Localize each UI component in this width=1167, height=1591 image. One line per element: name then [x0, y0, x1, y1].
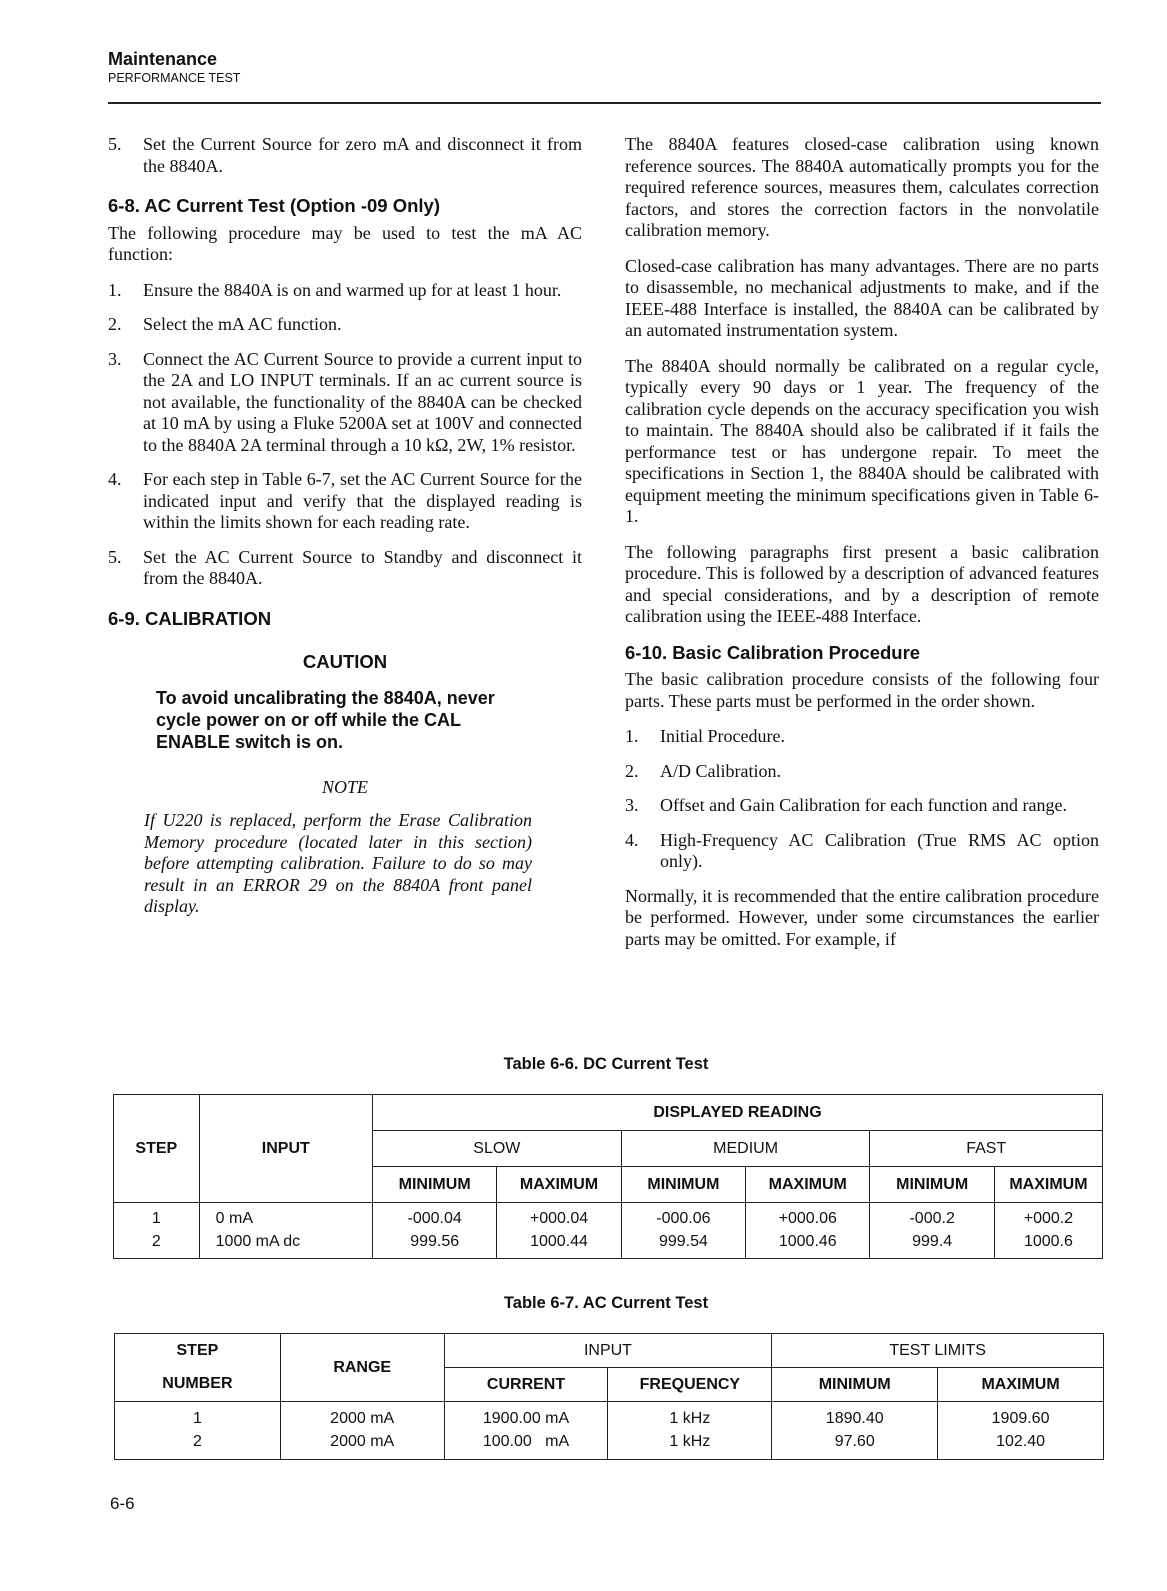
cell-current: 100.00 mA [444, 1431, 608, 1460]
col-header-maximum: MAXIMUM [994, 1167, 1102, 1203]
col-header-fast: FAST [870, 1131, 1103, 1167]
table-6-6-title: Table 6-6. DC Current Test [503, 1055, 709, 1073]
col-header-input: INPUT [199, 1095, 372, 1203]
col-header-number: NUMBER [115, 1368, 281, 1402]
cell-input: 0 mA [199, 1203, 372, 1231]
header-subtitle: PERFORMANCE TEST [108, 71, 241, 85]
cell-value: +000.2 [994, 1203, 1102, 1231]
list-number: 2. [108, 314, 122, 334]
list-text: Select the mA AC function. [143, 314, 342, 334]
col-header-test-limits: TEST LIMITS [772, 1334, 1104, 1368]
list-item [625, 761, 1099, 783]
list-text: High-Frequency AC Calibration (True RMS AC option only). [660, 829, 1099, 871]
list-number: 2. [625, 760, 639, 781]
cell-value: -000.06 [621, 1203, 745, 1231]
col-header-minimum: MINIMUM [870, 1167, 994, 1203]
col-header-slow: SLOW [372, 1131, 621, 1167]
cell-frequency: 1 kHz [608, 1402, 772, 1431]
list-item [625, 830, 1099, 873]
list-number: 3. [108, 348, 122, 369]
col-header-minimum: MINIMUM [621, 1167, 745, 1203]
cell-value: 999.56 [372, 1231, 496, 1259]
cell-value: 999.54 [621, 1231, 745, 1259]
cell-step: 2 [115, 1431, 281, 1460]
cell-max: 1909.60 [938, 1402, 1104, 1431]
list-text: Offset and Gain Calibration for each function and range. [660, 795, 1068, 815]
cell-value: -000.2 [870, 1203, 994, 1231]
list-text: Set the AC Current Source to Standby and disconnect it from the 8840A. [143, 546, 582, 588]
list-text: For each step in Table 6-7, set the AC Current Source for the indicated input and verify that the displayed reading is within the limits shown for each reading rate. [143, 469, 582, 532]
list-item [108, 469, 582, 534]
cell-step: 1 [115, 1402, 281, 1431]
header-rule [108, 102, 1101, 104]
col-header-frequency: FREQUENCY [608, 1368, 772, 1402]
col-header-input: INPUT [444, 1334, 772, 1368]
cell-value: 1000.46 [746, 1231, 870, 1259]
cell-value: +000.06 [746, 1203, 870, 1231]
table-6-6 [113, 1094, 1103, 1259]
cell-value: 1000.6 [994, 1231, 1102, 1259]
table-6-7 [114, 1333, 1104, 1460]
note-text: If U220 is replaced, perform the Erase Calibration Memory procedure (located later in this section) before attempting calibration. Failure to do so may result in an ERROR 29 on the 8840A front panel display. [144, 810, 532, 916]
cell-min: 97.60 [772, 1431, 938, 1460]
list-text: Initial Procedure. [660, 726, 785, 746]
list-text: Ensure the 8840A is on and warmed up for at least 1 hour. [143, 279, 562, 300]
section-heading-6-10: 6-10. Basic Calibration Procedure [625, 641, 921, 663]
col-header-minimum: MINIMUM [772, 1368, 938, 1402]
list-item [108, 280, 582, 302]
cell-frequency: 1 kHz [608, 1431, 772, 1460]
section-heading-6-9: 6-9. CALIBRATION [108, 607, 272, 629]
col-header-medium: MEDIUM [621, 1131, 870, 1167]
list-item [625, 726, 1099, 748]
list-text: Set the Current Source for zero mA and disconnect it from the 8840A. [143, 134, 582, 176]
cell-step: 1 [114, 1203, 200, 1231]
list-number: 4. [625, 829, 639, 850]
cell-value: 1000.44 [497, 1231, 621, 1259]
list-number: 4. [108, 469, 122, 489]
cell-range: 2000 mA [280, 1431, 444, 1460]
col-header-maximum: MAXIMUM [497, 1167, 621, 1203]
paragraph: The following paragraphs first present a basic calibration procedure. This is followed by a description of advanced features and special considerations, and by a description of remote calibration using the IEEE-488 Interface. [625, 541, 1099, 626]
cell-range: 2000 mA [280, 1402, 444, 1431]
col-header-range: RANGE [280, 1334, 444, 1402]
paragraph: Closed-case calibration has many advantages. There are no parts to disassemble, no mechanical adjustments to make, and if the IEEE-488 Interface is installed, the 8840A can be calibrated by an automated instrumentation system. [625, 255, 1099, 340]
cell-current: 1900.00 mA [444, 1402, 608, 1431]
list-item [625, 795, 1099, 817]
col-header-displayed-reading: DISPLAYED READING [372, 1095, 1102, 1131]
list-item [108, 134, 582, 177]
cell-value: 999.4 [870, 1231, 994, 1259]
list-text: A/D Calibration. [660, 760, 781, 781]
col-header-current: CURRENT [444, 1368, 608, 1402]
cell-value: +000.04 [497, 1203, 621, 1231]
cell-step: 2 [114, 1231, 200, 1259]
cell-input: 1000 mA dc [199, 1231, 372, 1259]
paragraph: Normally, it is recommended that the entire calibration procedure be performed. However, under some circumstances the earlier parts may be omitted. For example, if [625, 885, 1099, 949]
list-number: 1. [108, 279, 122, 300]
col-header-maximum: MAXIMUM [746, 1167, 870, 1203]
cell-min: 1890.40 [772, 1402, 938, 1431]
list-item [108, 314, 582, 336]
table-6-7-title: Table 6-7. AC Current Test [503, 1294, 709, 1312]
table-row [114, 1231, 1103, 1259]
col-header-step: STEP [115, 1334, 281, 1368]
note-title: NOTE [321, 776, 368, 797]
table-row [115, 1431, 1104, 1460]
header-title: Maintenance [108, 49, 218, 69]
cell-value: -000.04 [372, 1203, 496, 1231]
right-column [625, 134, 1099, 964]
page-number: 6-6 [110, 1494, 135, 1513]
section-heading-6-8: 6-8. AC Current Test (Option -09 Only) [108, 195, 440, 216]
list-number: 5. [108, 546, 122, 567]
paragraph: The 8840A features closed-case calibration using known reference sources. The 8840A automatically prompts you for the required reference sources, measures them, calculates correction factors, and stores the correction factors in the nonvolatile calibration memory. [625, 134, 1099, 240]
table-row [115, 1402, 1104, 1431]
col-header-maximum: MAXIMUM [938, 1368, 1104, 1402]
list-number: 3. [625, 795, 639, 815]
col-header-minimum: MINIMUM [372, 1167, 496, 1203]
list-number: 1. [625, 726, 639, 746]
cell-max: 102.40 [938, 1431, 1104, 1460]
col-header-step: STEP [114, 1095, 200, 1203]
section-intro: The following procedure may be used to test the mA AC function: [108, 222, 582, 264]
section-intro: The basic calibration procedure consists of the following four parts. These parts must be performed in the order shown. [625, 669, 1099, 711]
table-row [114, 1203, 1103, 1231]
list-item [108, 547, 582, 590]
left-column [108, 134, 582, 918]
caution-title: CAUTION [302, 651, 388, 672]
list-number: 5. [108, 134, 122, 154]
paragraph: The 8840A should normally be calibrated on a regular cycle, typically every 90 days or 1 year. The frequency of the calibration cycle depends on the accuracy specification you wish to maintain. The 8840A should also be calibrated if it fails the performance test or has undergone repair. To meet the specifications in Section 1, the 8840A should be calibrated with equipment meeting the minimum specifications given in Table 6-1. [625, 355, 1099, 526]
list-item [108, 349, 582, 457]
caution-text: To avoid uncalibrating the 8840A, never cycle power on or off while the CAL ENABLE switch is on. [156, 687, 495, 752]
list-text: Connect the AC Current Source to provide a current input to the 2A and LO INPUT terminals. If an ac current source is not available, the functionality of the 8840A can be checked at 10 mA by using a Fluke 5200A set at 100V and connected to the 8840A 2A terminal through a 10 kΩ, 2W, 1% resistor. [143, 348, 582, 455]
